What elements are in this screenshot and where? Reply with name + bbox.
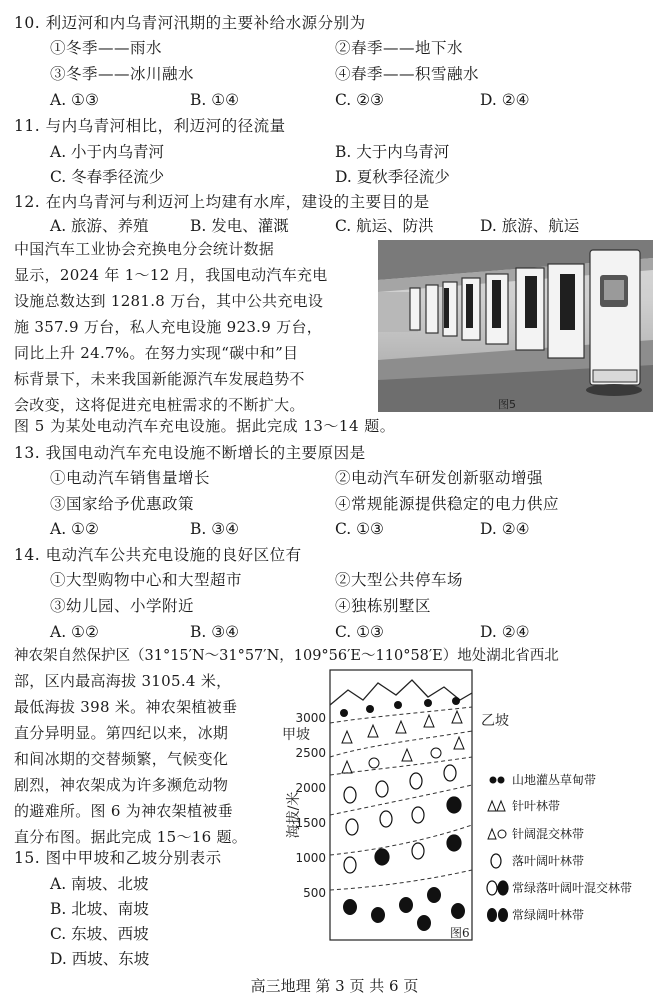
charging-station-illustration [378, 240, 653, 412]
slope-jia-label: 甲坡 [282, 727, 310, 743]
q13-option-3: ③国家给予优惠政策 [50, 495, 195, 513]
legend-label: 常绿落叶阔叶混交林带 [512, 881, 633, 895]
passage-shennongjia-first: 神农架自然保护区（31°15′N～31°57′N，109°56′E～110°58′E）地处湖北省西北 [14, 648, 559, 664]
q10-choice-a: A. ①③ [50, 91, 99, 109]
passage-charging-line: 施 357.9 万台，私人充电设施 923.9 万台， [14, 318, 323, 336]
q12-choice-c: C. 航运、防洪 [335, 217, 434, 235]
q11-choice-d: D. 夏秋季径流少 [335, 168, 450, 186]
legend-label: 常绿阔叶林带 [512, 908, 585, 922]
shrub-icon [490, 777, 505, 784]
evergreen-icon [487, 908, 508, 922]
slope-yi-label: 乙坡 [481, 713, 509, 729]
passage-shennongjia-line: 最低海拔 398 米。神农架植被垂 [14, 698, 238, 716]
q11-choice-c: C. 冬春季径流少 [50, 168, 165, 186]
q10-stem: 10. 利迈河和内乌青河汛期的主要补给水源分别为 [14, 14, 366, 32]
y-tick-label: 2000 [295, 781, 326, 795]
q14-choice-b: B. ③④ [190, 623, 240, 641]
q14-choice-d: D. ②④ [480, 623, 530, 641]
q14-option-4: ④独栋别墅区 [335, 597, 432, 615]
q12-choice-d: D. 旅游、航运 [480, 217, 580, 235]
passage-shennongjia-line: 和间冰期的交替频繁，气候变化 [14, 750, 229, 768]
y-tick-label: 1500 [295, 816, 326, 830]
figure-6-legend [487, 772, 632, 922]
passage-shennongjia-line: 部，区内最高海拔 3105.4 米， [14, 672, 232, 690]
figure-6-vegetation-diagram [278, 665, 669, 955]
passage-shennongjia-line: 直分异明显。第四纪以来，冰期 [14, 724, 229, 742]
passage-charging-line: 中国汽车工业协会充换电分会统计数据 [14, 240, 275, 258]
passage-shennongjia [14, 668, 274, 850]
evergreen-deciduous-icon [487, 881, 508, 895]
q11-stem: 11. 与内乌青河相比，利迈河的径流量 [14, 117, 286, 135]
q12-stem: 12. 在内乌青河与利迈河上均建有水库，建设的主要目的是 [14, 193, 430, 211]
q13-choice-d: D. ②④ [480, 520, 530, 538]
q15-choice-b: B. 北坡、南坡 [50, 900, 149, 918]
q13-choice-a: A. ①② [50, 520, 99, 538]
passage-charging-line: 会改变，这将促进充电桩需求的不断扩大。 [14, 396, 305, 414]
q12-choice-a: A. 旅游、养殖 [50, 217, 149, 235]
legend-label: 针阔混交林带 [512, 827, 585, 841]
y-tick-label: 1000 [295, 851, 326, 865]
figure-5-photo [378, 240, 653, 412]
q10-option-3: ③冬季——冰川融水 [50, 65, 195, 83]
q10-choice-c: C. ②③ [335, 91, 384, 109]
q14-stem: 14. 电动汽车公共充电设施的良好区位有 [14, 546, 302, 564]
q10-option-4: ④春季——积雪融水 [335, 65, 480, 83]
q13-stem: 13. 我国电动汽车充电设施不断增长的主要原因是 [14, 444, 366, 462]
q10-choice-b: B. ①④ [190, 91, 240, 109]
figure-6-caption: 图6 [450, 926, 470, 940]
passage-shennongjia-line: 的避难所。图 6 为神农架植被垂 [14, 802, 233, 820]
y-tick-label: 2500 [295, 746, 326, 760]
q13-choice-c: C. ①③ [335, 520, 384, 538]
q10-option-2: ②春季——地下水 [335, 39, 464, 57]
q14-choice-a: A. ①② [50, 623, 99, 641]
q13-choice-b: B. ③④ [190, 520, 240, 538]
q15-stem: 15. 图中甲坡和乙坡分别表示 [14, 849, 222, 867]
passage-charging-line: 同比上升 24.7%。在努力实现“碳中和”目 [14, 344, 299, 362]
q15-choice-c: C. 东坡、西坡 [50, 925, 149, 943]
q11-choice-a: A. 小于内乌青河 [50, 143, 165, 161]
q15-choice-a: A. 南坡、北坡 [50, 875, 149, 893]
figure-5-caption: 图5 [498, 398, 516, 411]
passage-shennongjia-line: 直分布图。据此完成 15～16 题。 [14, 828, 248, 846]
mixed-icon [488, 829, 506, 839]
q14-option-3: ③幼儿园、小学附近 [50, 597, 195, 615]
q14-option-2: ②大型公共停车场 [335, 571, 464, 589]
passage-charging-line: 标背景下，未来我国新能源汽车发展趋势不 [14, 370, 305, 388]
q10-option-1: ①冬季——雨水 [50, 39, 163, 57]
q15-choice-d: D. 西坡、东坡 [50, 950, 150, 968]
q14-choice-c: C. ①③ [335, 623, 384, 641]
passage-charging-line: 设施总数达到 1281.8 万台，其中公共充电设 [14, 292, 324, 310]
q13-option-4: ④常规能源提供稳定的电力供应 [335, 495, 560, 513]
q12-choice-b: B. 发电、灌溉 [190, 217, 289, 235]
legend-label: 落叶阔叶林带 [512, 854, 585, 868]
q13-option-1: ①电动汽车销售量增长 [50, 469, 211, 487]
legend-label: 山地灌丛草甸带 [512, 773, 597, 787]
q14-option-1: ①大型购物中心和大型超市 [50, 571, 243, 589]
conifer-icon [488, 801, 505, 811]
passage-shennongjia-line: 剧烈，神农架成为许多濒危动物 [14, 776, 229, 794]
passage-charging-tail: 图 5 为某处电动汽车充电设施。据此完成 13～14 题。 [14, 417, 396, 435]
y-axis-label: 海拔/米 [286, 791, 302, 839]
passage-charging-line: 显示，2024 年 1～12 月，我国电动汽车充电 [14, 266, 328, 284]
q11-choice-b: B. 大于内乌青河 [335, 143, 450, 161]
y-tick-label: 500 [303, 886, 326, 900]
y-tick-label: 3000 [295, 711, 326, 725]
page-footer: 高三地理 第 3 页 共 6 页 [250, 977, 419, 995]
q13-option-2: ②电动汽车研发创新驱动增强 [335, 469, 544, 487]
passage-charging [14, 236, 376, 418]
legend-label: 针叶林带 [512, 799, 561, 813]
q10-choice-d: D. ②④ [480, 91, 530, 109]
deciduous-icon [491, 854, 501, 868]
